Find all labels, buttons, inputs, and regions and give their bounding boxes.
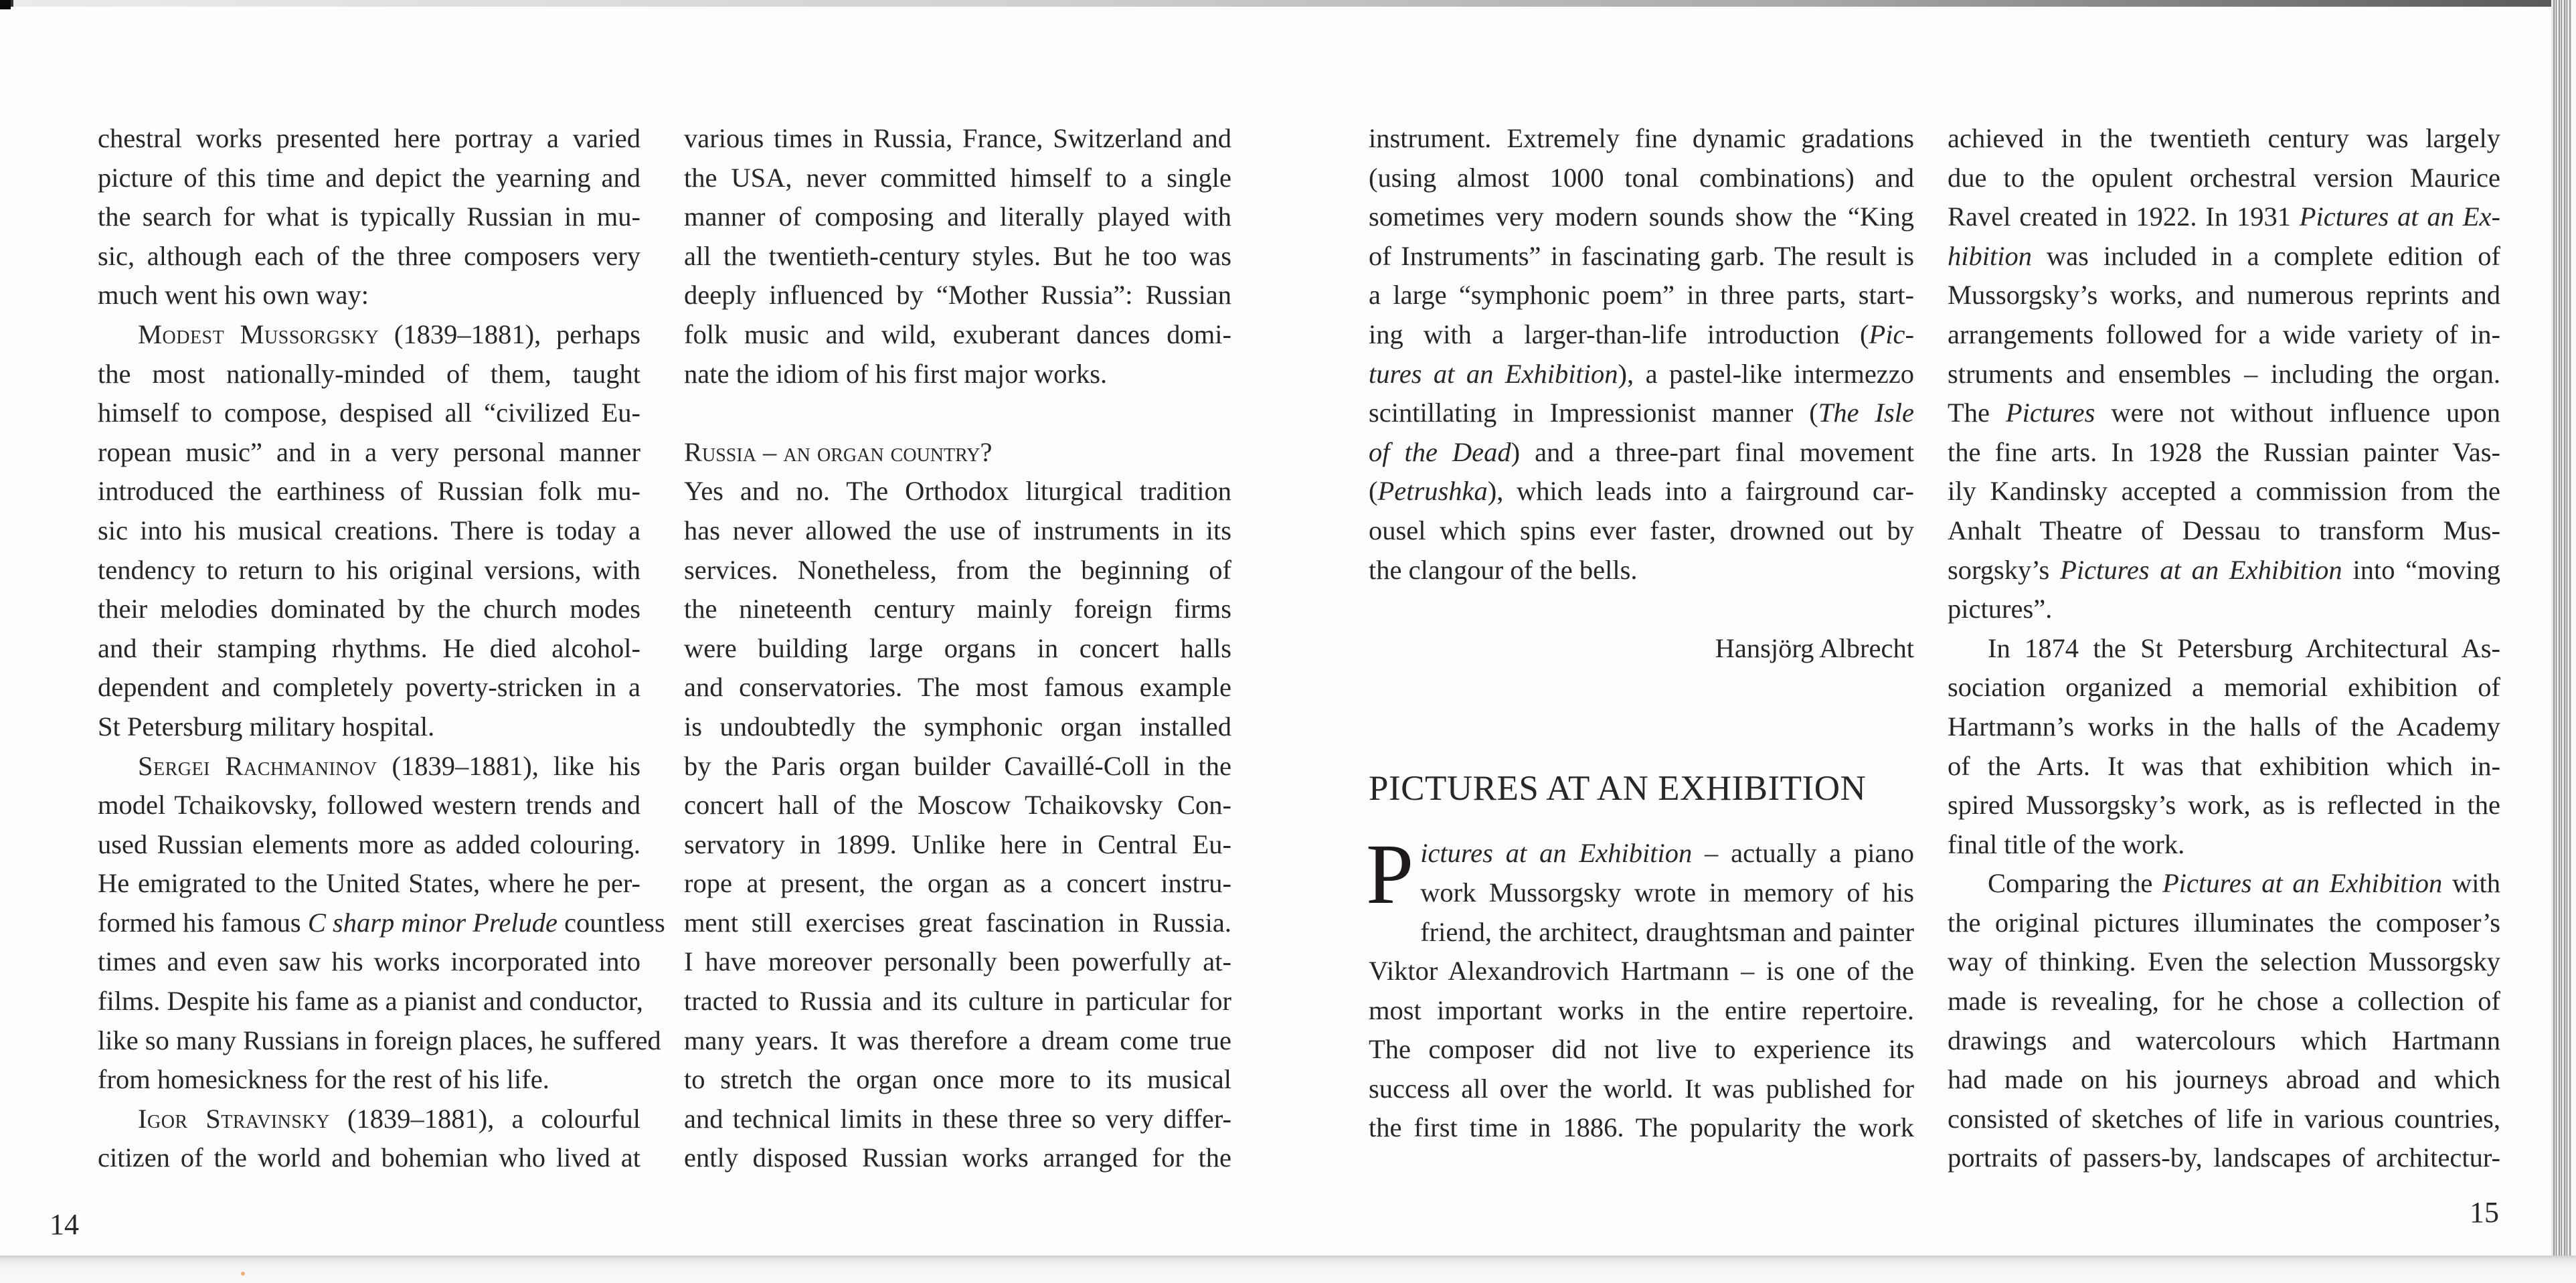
text-run: spired Mussorgsky’s work, as is reflected in the	[1948, 790, 2500, 821]
text-line	[1948, 707, 2500, 747]
text-run: their melodies dominated by the church modes	[98, 594, 640, 624]
text-line	[98, 982, 643, 1021]
text-line	[98, 551, 640, 590]
text-line	[1948, 276, 2500, 315]
text-run: all the twentieth-century styles. But he too was	[684, 240, 1231, 271]
text-run: friend, the architect, draughtsman and painter	[1420, 916, 1914, 947]
text-line	[684, 786, 1231, 825]
section-subheading: Russia – an organ country?	[684, 436, 993, 467]
author-signature: Hansjörg Albrecht	[1715, 632, 1914, 663]
text-run: (1839–1881), perhaps	[379, 319, 640, 349]
text-run: manner of composing and literally played with	[684, 201, 1231, 232]
text-line	[1948, 904, 2500, 943]
text-run: Ravel created in 1922. In 1931	[1948, 201, 2300, 232]
text-run: formed his famous	[98, 907, 308, 938]
text-run: countless	[557, 907, 665, 938]
text-line	[98, 511, 640, 551]
text-line	[684, 511, 1231, 551]
text-line	[1948, 747, 2500, 786]
text-run: from homesickness for the rest of his life.	[98, 1064, 549, 1095]
text-run: a large “symphonic poem” in three parts, start-	[1369, 280, 1914, 311]
scan-margin-right	[2571, 0, 2576, 1283]
text-run: due to the opulent orchestral version Maurice	[1948, 162, 2500, 193]
text-run: with	[2442, 868, 2500, 899]
text-line	[1948, 433, 2500, 473]
text-line	[684, 159, 1231, 198]
text-run: the original pictures illuminates the composer’s	[1948, 907, 2500, 938]
text-line	[1369, 952, 1914, 991]
text-line	[1369, 834, 1914, 873]
drop-cap-paragraph	[1366, 827, 1915, 1148]
text-line	[98, 315, 640, 355]
text-line	[98, 747, 640, 786]
text-run: chestral works presented here portray a varied	[98, 123, 640, 153]
text-run: (1839–1881), a colourful	[329, 1103, 640, 1134]
text-line	[1948, 355, 2500, 394]
text-line	[684, 355, 1231, 394]
text-run: – actually a piano	[1692, 838, 1915, 869]
text-run: drawings and watercolours which Hartmann	[1948, 1025, 2500, 1055]
italic-title: Pictures at an Exhibition	[2060, 554, 2342, 585]
text-run: ing with a larger-than-life introduction (	[1369, 319, 1869, 349]
text-line	[1369, 433, 1914, 473]
text-run: consisted of sketches of life in various countries,	[1948, 1103, 2500, 1134]
text-line	[684, 590, 1231, 629]
italic-title: Pic-	[1869, 319, 1914, 349]
text-line	[98, 629, 640, 669]
page14-column2-intro	[684, 119, 1231, 394]
text-line	[98, 825, 640, 865]
text-line	[684, 668, 1231, 707]
text-line	[684, 942, 1231, 982]
text-line	[1369, 991, 1914, 1031]
composer-name: Igor Stravinsky	[138, 1103, 330, 1134]
text-line	[98, 159, 640, 198]
text-line	[1948, 551, 2500, 590]
text-run: were not without influence upon	[2095, 398, 2500, 428]
text-line	[98, 942, 640, 982]
text-line	[98, 590, 640, 629]
text-line	[684, 276, 1231, 315]
page15-column1-body	[1369, 834, 1914, 1148]
section-title: PICTURES AT AN EXHIBITION	[1369, 769, 1867, 808]
text-run: and technical limits in these three so very differ-	[684, 1103, 1231, 1134]
text-line	[1948, 1060, 2500, 1100]
text-line	[1369, 511, 1914, 551]
text-line	[1369, 1030, 1914, 1070]
text-run: Anhalt Theatre of Dessau to transform Mus-	[1948, 515, 2500, 545]
text-run: sic, although each of the three composers very	[98, 240, 640, 271]
text-run: Viktor Alexandrovich Hartmann – is one of the	[1369, 956, 1914, 987]
text-line	[1948, 1138, 2500, 1178]
text-run: St Petersburg military hospital.	[98, 711, 435, 742]
text-run: of Instruments” in fascinating garb. The result is	[1369, 240, 1914, 271]
text-line	[1948, 590, 2500, 629]
text-run: concert hall of the Moscow Tchaikovsky Con-	[684, 790, 1231, 821]
text-run: achieved in the twentieth century was largely	[1948, 123, 2500, 153]
text-line	[684, 119, 1231, 159]
text-run: I have moreover personally been powerfully at-	[684, 946, 1231, 977]
text-line	[1948, 864, 2500, 904]
text-run: the USA, never committed himself to a single	[684, 162, 1231, 193]
text-line	[98, 1100, 640, 1139]
italic-title: ictures at an Exhibition	[1420, 838, 1693, 869]
text-line	[1369, 551, 1914, 590]
text-run: and conservatories. The most famous example	[684, 672, 1231, 703]
text-line	[684, 551, 1231, 590]
text-line	[684, 237, 1231, 276]
text-run: the clangour of the bells.	[1369, 554, 1638, 585]
italic-title: Pictures at an Exhibition	[2162, 868, 2443, 899]
text-run: work Mussorgsky wrote in memory of his	[1420, 877, 1914, 908]
text-run: most important works in the entire repertoire.	[1369, 995, 1914, 1025]
page15-column1-intro	[1369, 119, 1914, 590]
text-line	[98, 119, 640, 159]
page14-column1	[98, 119, 665, 1178]
text-run: introduced the earthiness of Russian folk mu-	[98, 476, 640, 507]
text-line	[684, 707, 1231, 747]
text-line	[1948, 1100, 2500, 1139]
text-run: to stretch the organ once more to its musical	[684, 1064, 1231, 1095]
text-run: The composer did not live to experience its	[1369, 1034, 1914, 1065]
text-line	[1948, 982, 2500, 1021]
text-run: rope at present, the organ as a concert instru-	[684, 868, 1231, 899]
text-run: has never allowed the use of instruments in its	[684, 515, 1231, 545]
text-line	[1948, 394, 2500, 433]
text-line	[1948, 119, 2500, 159]
text-run: ), which leads into a fairground car-	[1487, 476, 1914, 507]
text-run: many years. It was therefore a dream come true	[684, 1025, 1231, 1055]
text-line	[1948, 942, 2500, 982]
text-line	[98, 394, 640, 433]
text-run: sometimes very modern sounds show the “King	[1369, 201, 1914, 232]
text-line	[1369, 1070, 1914, 1109]
text-line	[684, 982, 1231, 1021]
italic-title: hibition	[1948, 240, 2033, 271]
text-run: (using almost 1000 tonal combinations) and	[1369, 162, 1914, 193]
text-run: ) and a three-part final movement	[1511, 436, 1914, 467]
text-run: by the Paris organ builder Cavaillé-Coll in the	[684, 750, 1231, 781]
text-line	[1948, 237, 2500, 276]
text-line	[1948, 315, 2500, 355]
italic-title: Pictures	[2005, 398, 2095, 428]
text-run: of the Arts. It was that exhibition which in-	[1948, 750, 2500, 781]
booklet-binding-edge	[2551, 0, 2571, 1258]
text-run: scintillating in Impressionist manner (	[1369, 398, 1818, 428]
text-line	[684, 197, 1231, 237]
page-number-left: 14	[50, 1208, 79, 1241]
text-run: arrangements followed for a wide variety of in-	[1948, 319, 2500, 349]
text-run: the fine arts. In 1928 the Russian painter Vas-	[1948, 436, 2500, 467]
text-line	[1948, 511, 2500, 551]
text-line	[1369, 119, 1914, 159]
page15-column1	[1366, 119, 1915, 1148]
text-run: services. Nonetheless, from the beginning of	[684, 554, 1231, 585]
text-line	[684, 864, 1231, 904]
text-line	[684, 1100, 1231, 1139]
text-run: were building large organs in concert halls	[684, 632, 1231, 663]
text-line	[684, 747, 1231, 786]
text-line	[98, 433, 640, 473]
text-line	[1369, 472, 1914, 511]
text-line	[684, 315, 1231, 355]
italic-title: of the Dead	[1369, 436, 1511, 467]
text-run: films. Despite his fame as a pianist and conductor,	[98, 986, 643, 1017]
text-run: picture of this time and depict the yearning and	[98, 162, 640, 193]
text-run: was included in a complete edition of	[2032, 240, 2500, 271]
text-line	[1948, 668, 2500, 707]
text-run: final title of the work.	[1948, 829, 2185, 859]
text-run: Hartmann’s works in the halls of the Academy	[1948, 711, 2500, 742]
page15-column2	[1948, 119, 2500, 1178]
page14-column2-body	[684, 472, 1231, 1178]
text-run: sic into his musical creations. There is today a	[98, 515, 640, 545]
text-line	[98, 472, 640, 511]
text-line	[1948, 197, 2500, 237]
text-run: Yes and no. The Orthodox liturgical tradition	[684, 476, 1231, 507]
text-line	[1369, 237, 1914, 276]
text-line	[1369, 355, 1914, 394]
text-line	[98, 1060, 640, 1100]
italic-title: Petrushka	[1377, 476, 1488, 507]
italic-title: Pictures at an Ex-	[2299, 201, 2500, 232]
text-run: ropean music” and in a very personal manner	[98, 436, 640, 467]
text-run: model Tchaikovsky, followed western trends and	[98, 790, 640, 821]
text-run: sorgsky’s	[1948, 554, 2061, 585]
text-run: into “moving	[2342, 554, 2500, 585]
text-run: way of thinking. Even the selection Mussorgsky	[1948, 946, 2500, 977]
text-run: (	[1369, 476, 1378, 507]
text-line	[98, 707, 640, 747]
text-run: made is revealing, for he chose a collection of	[1948, 986, 2500, 1017]
text-line	[684, 1138, 1231, 1178]
text-line	[98, 668, 640, 707]
text-run: folk music and wild, exuberant dances domi-	[684, 319, 1231, 349]
text-run: had made on his journeys abroad and which	[1948, 1064, 2500, 1095]
text-line	[1369, 394, 1914, 433]
italic-title: tures at an Exhibition	[1369, 358, 1618, 389]
text-run: the most nationally-minded of them, taught	[98, 358, 640, 389]
text-run: times and even saw his works incorporated into	[98, 946, 640, 977]
text-line	[1369, 159, 1914, 198]
text-line	[1369, 1108, 1914, 1148]
text-run: instrument. Extremely fine dynamic gradations	[1369, 123, 1914, 153]
text-line	[684, 472, 1231, 511]
text-run: ily Kandinsky accepted a commission from the	[1948, 476, 2500, 507]
text-line	[98, 197, 640, 237]
text-line	[98, 237, 640, 276]
text-line	[98, 1021, 661, 1061]
text-run: citizen of the world and bohemian who lived at	[98, 1142, 640, 1173]
text-line	[684, 629, 1231, 669]
text-run: much went his own way:	[98, 280, 369, 311]
text-run: ), a pastel-like intermezzo	[1618, 358, 1914, 389]
text-line	[1948, 825, 2500, 865]
text-line	[1369, 913, 1914, 952]
text-run: various times in Russia, France, Switzerland and	[684, 123, 1231, 153]
text-line	[1369, 197, 1914, 237]
text-run: portraits of passers-by, landscapes of architectur-	[1948, 1142, 2500, 1173]
text-run: Mussorgsky’s works, and numerous reprints and	[1948, 280, 2500, 311]
text-run: servatory in 1899. Unlike here in Central Eu-	[684, 829, 1231, 859]
composer-name: Modest Mussorgsky	[138, 319, 379, 349]
text-run: In 1874 the St Petersburg Architectural As-	[1988, 632, 2500, 663]
text-run: the first time in 1886. The popularity the work	[1369, 1112, 1914, 1143]
text-line	[1948, 159, 2500, 198]
text-line	[1948, 786, 2500, 825]
text-run: the nineteenth century mainly foreign firms	[684, 594, 1231, 624]
text-run: used Russian elements more as added colouring.	[98, 829, 640, 859]
text-run: success all over the world. It was published for	[1369, 1073, 1914, 1104]
text-run: tracted to Russia and its culture in particular for	[684, 986, 1231, 1017]
text-run: He emigrated to the United States, where he per-	[98, 868, 640, 899]
page-top-edge	[0, 0, 2576, 7]
text-line	[1948, 629, 2500, 669]
text-run: himself to compose, despised all “civilized Eu-	[98, 398, 640, 428]
italic-title: The Isle	[1818, 398, 1914, 428]
text-line	[684, 1060, 1231, 1100]
text-run: ment still exercises great fascination in Russia.	[684, 907, 1231, 938]
page-bottom-shadow	[0, 1256, 2576, 1283]
text-run: sociation organized a memorial exhibition of	[1948, 672, 2500, 703]
scan-corner-shadow	[0, 0, 11, 9]
page-number-right: 15	[2470, 1196, 2499, 1229]
drop-cap: P	[1366, 827, 1414, 922]
text-run: dependent and completely poverty-stricken in a	[98, 672, 640, 703]
text-line	[1369, 873, 1914, 913]
text-run: pictures”.	[1948, 594, 2053, 624]
text-line	[684, 825, 1231, 865]
text-line	[98, 1138, 640, 1178]
text-run: struments and ensembles – including the organ.	[1948, 358, 2500, 389]
page14-column2	[684, 119, 1231, 1178]
text-run: tendency to return to his original versions, with	[98, 554, 640, 585]
text-run: The	[1948, 398, 2006, 428]
text-run: is undoubtedly the symphonic organ installed	[684, 711, 1231, 742]
text-line	[98, 864, 640, 904]
text-run: Comparing the	[1988, 868, 2163, 899]
text-line	[98, 904, 665, 943]
text-line	[684, 1021, 1231, 1061]
text-line	[1948, 1021, 2500, 1061]
text-run: ently disposed Russian works arranged for the	[684, 1142, 1231, 1173]
text-run: the search for what is typically Russian in mu-	[98, 201, 640, 232]
text-line	[98, 276, 640, 315]
text-run: deeply influenced by “Mother Russia”: Russian	[684, 280, 1231, 311]
scan-speck	[241, 1272, 245, 1276]
italic-title: C sharp minor Prelude	[307, 907, 557, 938]
text-run: like so many Russians in foreign places, he suffered	[98, 1025, 661, 1055]
text-line	[684, 904, 1231, 943]
text-run: and their stamping rhythms. He died alcohol-	[98, 632, 640, 663]
text-run: (1839–1881), like his	[377, 750, 640, 781]
text-line	[98, 786, 640, 825]
text-line	[98, 355, 640, 394]
text-line	[1948, 472, 2500, 511]
composer-name: Sergei Rachmaninov	[138, 750, 377, 781]
text-line	[1369, 276, 1914, 315]
text-run: nate the idiom of his first major works.	[684, 358, 1108, 389]
text-run: ousel which spins ever faster, drowned out by	[1369, 515, 1914, 545]
text-line	[1369, 315, 1914, 355]
